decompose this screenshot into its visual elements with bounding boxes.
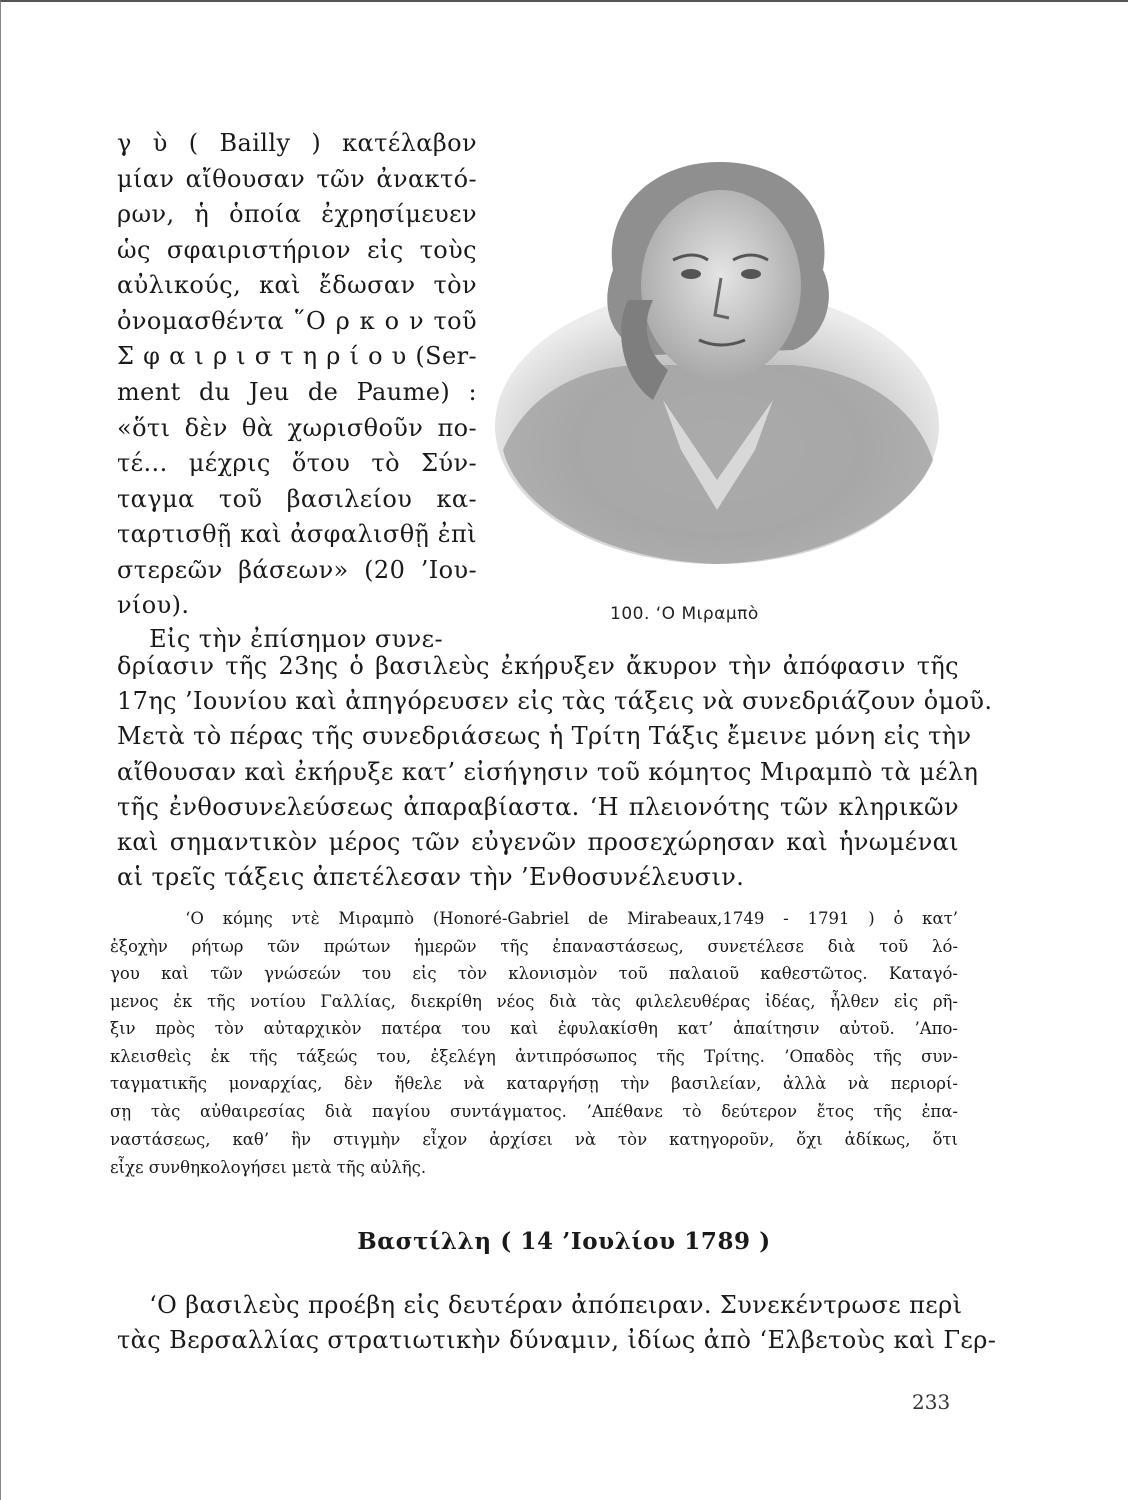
body-line: τῆς ἐνθοσυνελεύσεως ἀπαραβίαστα. ‘Η πλειονότης τῶν κληρικῶν <box>117 793 959 821</box>
body-line: ‘Ο βασιλεὺς προέβη εἰς δευτέραν ἀπόπειραν. Συνεκέντρωσε περὶ <box>117 1291 963 1319</box>
body-line: ὡς σφαιριστήριον εἰς τοὺς <box>117 236 477 264</box>
footnote-line: ἐξοχὴν ρήτωρ τῶν πρώτων ἡμερῶν τῆς ἐπαναστάσεως, συνετέλεσε διὰ τοῦ λό- <box>110 937 958 956</box>
body-line: Εἰς τὴν ἐπίσημον συνε- <box>117 625 443 653</box>
body-line: τέ... μέχρις ὅτου τὸ Σύν- <box>117 449 477 477</box>
body-line: Σ φ α ι ρ ι σ τ η ρ ί ο υ (Ser- <box>117 342 477 370</box>
footnote-line: σῃ τὰς αὐθαιρεσίας διὰ παγίου συντάγματος. ’Απέθανε τὸ δεύτερον ἔτος τῆς ἐπα- <box>110 1102 958 1121</box>
body-line: καὶ σημαντικὸν μέρος τῶν εὐγενῶν προσεχώρησαν καὶ ἡνωμέναι <box>117 828 959 856</box>
body-line: τὰς Βερσαλλίας στρατιωτικὴν δύναμιν, ἰδίως ἀπὸ ‘Ελβετοὺς καὶ Γερ- <box>117 1326 997 1354</box>
body-line: ταρτισθῇ καὶ ἀσφαλισθῇ ἐπὶ <box>117 520 477 548</box>
footnote-line: ταγματικῆς μοναρχίας, δὲν ἤθελε νὰ καταργήσῃ τὴν βασιλείαν, ἀλλὰ νὰ περιορί- <box>110 1074 958 1093</box>
footnote-line: ξιν πρὸς τὸν αὐταρχικὸν πατέρα του καὶ ἐφυλακίσθη κατ’ ἀπαίτησιν αὐτοῦ. ’Απο- <box>110 1019 958 1038</box>
body-line: ρων, ἡ ὁποία ἐχρησίμευεν <box>117 200 477 228</box>
figure-caption: 100. ‘Ο Μιραμπὸ <box>610 604 759 624</box>
body-line: ment du Jeu de Paume) : <box>117 378 477 406</box>
section-heading: Βαστίλλη ( 14 ’Ιουλίου 1789 ) <box>357 1228 771 1255</box>
body-line: ὀνομασθέντα ῞Ο ρ κ ο ν τοῦ <box>117 307 477 335</box>
body-line: ταγμα τοῦ βασιλείου κα- <box>117 485 477 513</box>
body-line: γ ὺ ( Bailly ) κατέλαβον <box>117 129 477 157</box>
body-line: μίαν αἴθουσαν τῶν ἀνακτό- <box>117 165 477 193</box>
body-line: νίου). <box>117 591 190 619</box>
body-line: 17ης ’Ιουνίου καὶ ἀπηγόρευσεν εἰς τὰς τάξεις νὰ συνεδριάζουν ὁμοῦ. <box>117 687 993 715</box>
body-line: αἱ τρεῖς τάξεις ἀπετέλεσαν τὴν ’Ενθοσυνέλευσιν. <box>117 863 745 891</box>
body-line: «ὅτι δὲν θὰ χωρισθοῦν πο- <box>117 414 477 442</box>
body-line: δρίασιν τῆς 23ης ὁ βασιλεὺς ἐκήρυξεν ἄκυρον τὴν ἀπόφασιν τῆς <box>117 652 959 680</box>
footnote-line: κλεισθεὶς ἐκ τῆς τάξεώς του, ἐξελέγη ἀντιπρόσωπος τῆς Τρίτης. ’Οπαδὸς τῆς συν- <box>110 1047 958 1066</box>
footnote-line: ναστάσεως, καθ’ ἣν στιγμὴν εἶχον ἀρχίσει νὰ τὸν κατηγοροῦν, ὄχι ἀδίκως, ὅτι <box>110 1130 958 1149</box>
page-number: 233 <box>912 1390 951 1414</box>
body-line: Μετὰ τὸ πέρας τῆς συνεδριάσεως ἡ Τρίτη Τάξις ἔμεινε μόνη εἰς τὴν <box>117 722 972 750</box>
footnote-line: μενος ἐκ τῆς νοτίου Γαλλίας, διεκρίθη νέος διὰ τὰς φιλελευθέρας ἰδέας, ἦλθεν εἰς ρῆ- <box>110 992 958 1011</box>
portrait-image <box>493 150 941 618</box>
body-line: αὐλικούς, καὶ ἔδωσαν τὸν <box>117 271 477 299</box>
footnote-line: ‘Ο κόμης ντὲ Μιραμπὸ (Honoré-Gabriel de Mirabeaux,1749 - 1791 ) ὁ κατ’ <box>110 909 958 928</box>
footnote-line: γου καὶ τῶν γνώσεών του εἰς τὸν κλονισμὸν τοῦ παλαιοῦ καθεστῶτος. Καταγό- <box>110 964 958 983</box>
footnote-line: εἶχε συνθηκολογήσει μετὰ τῆς αὐλῆς. <box>110 1158 427 1177</box>
body-line: στερεῶν βάσεων» (20 ’Ιου- <box>117 556 477 584</box>
body-line: αἴθουσαν καὶ ἐκήρυξε κατ’ εἰσήγησιν τοῦ κόμητος Μιραμπὸ τὰ μέλη <box>117 758 979 786</box>
